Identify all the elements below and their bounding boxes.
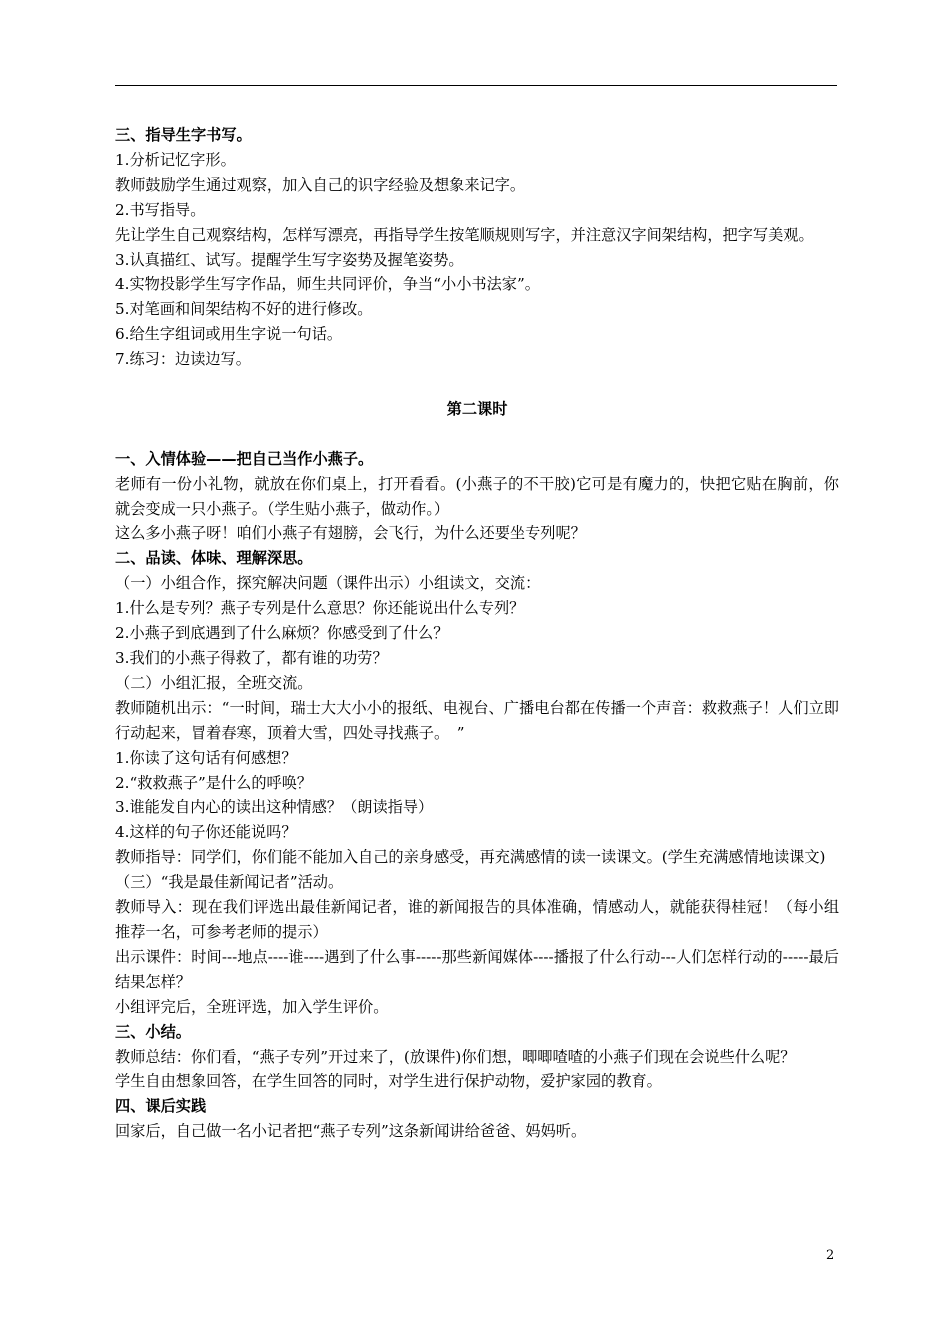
section-heading: 三、指导生字书写。	[115, 126, 252, 144]
paragraph-line: 老师有一份小礼物，就放在你们桌上，打开看看。(小燕子的不干胶)它可是有魔力的，快把它贴在胸前，你就会变成一只小燕子。（学生贴小燕子，做动作。）	[115, 474, 839, 518]
paragraph-line: 1.什么是专列？燕子专列是什么意思？你还能说出什么专列？	[115, 599, 525, 618]
section-heading: 二、品读、体味、理解深思。	[115, 549, 313, 568]
paragraph-line: 7.练习：边读边写。	[115, 350, 251, 369]
paragraph-line: 2.书写指导。	[115, 200, 206, 219]
paragraph-line: 回家后，自己做一名小记者把“燕子专列”这条新闻讲给爸爸、妈妈听。	[115, 1122, 587, 1141]
blank-line	[115, 422, 839, 447]
paragraph-line: （三）“我是最佳新闻记者”活动。	[115, 873, 344, 892]
paragraph-line: 先让学生自己观察结构，怎样写漂亮，再指导学生按笔顺规则写字，并注意汉字间架结构，把字写美观。	[115, 225, 814, 244]
paragraph-line: 6.给生字组词或用生字说一句话。	[115, 325, 343, 344]
paragraph-line: 2.小燕子到底遇到了什么麻烦？你感受到了什么？	[115, 624, 449, 643]
section-heading: 一、入情体验——把自己当作小燕子。	[115, 449, 374, 468]
paragraph-line: 1.你读了这句话有何感想？	[115, 748, 297, 767]
paragraph-line: 教师总结：你们看，“燕子专列”开过来了，(放课件)你们想，唧唧喳喳的小燕子们现在会说些什么呢？	[115, 1047, 796, 1066]
paragraph-line: 2.“救救燕子”是什么的呼唤？	[115, 773, 313, 792]
paragraph-line: 出示课件：时间---地点----谁----遇到了什么事-----那些新闻媒体----播报了什么行动---人们怎样行动的-----最后结果怎样？	[115, 947, 839, 991]
paragraph-line: （二）小组汇报，全班交流。	[115, 673, 313, 692]
paragraph-line: 学生自由想象回答，在学生回答的同时，对学生进行保护动物，爱护家园的教育。	[115, 1072, 662, 1091]
blank-line	[115, 372, 839, 397]
paragraph-line: 4.实物投影学生写字作品，师生共同评价，争当“小小书法家”。	[115, 275, 540, 294]
paragraph-line: 3.我们的小燕子得救了，都有谁的功劳？	[115, 649, 388, 667]
page-number: 2	[826, 1248, 835, 1263]
document-body	[115, 123, 839, 1144]
paragraph-line: 4.这样的句子你还能说吗？	[115, 823, 297, 842]
paragraph-line: （一）小组合作，探究解决问题（课件出示）小组读文，交流：	[115, 574, 541, 593]
paragraph-line: 小组评完后，全班评选，加入学生评价。	[115, 997, 389, 1016]
paragraph-line: 1.分析记忆字形。	[115, 150, 236, 169]
section-heading: 四、课后实践	[115, 1097, 207, 1116]
paragraph-line: 教师随机出示：“一时间，瑞士大大小小的报纸、电视台、广播电台都在传播一个声音：救救燕子！人们立即行动起来，冒着春寒，顶着大雪，四处寻找燕子。 ”	[115, 698, 839, 742]
paragraph-line: 教师鼓励学生通过观察，加入自己的识字经验及想象来记字。	[115, 175, 526, 194]
lesson-title: 第二课时	[446, 399, 508, 418]
header-rule	[115, 85, 837, 86]
paragraph-line: 这么多小燕子呀！咱们小燕子有翅膀，会飞行，为什么还要坐专列呢？	[115, 524, 586, 543]
paragraph-line: 教师指导：同学们，你们能不能加入自己的亲身感受，再充满感情的读一读课文。(学生充满感情地读课文)	[115, 848, 826, 867]
paragraph-line: 5.对笔画和间架结构不好的进行修改。	[115, 300, 373, 319]
paragraph-line: 3.谁能发自内心的读出这种情感？（朗读指导）	[115, 798, 434, 817]
paragraph-line: 教师导入：现在我们评选出最佳新闻记者，谁的新闻报告的具体准确，情感动人，就能获得桂冠！（每小组推荐一名，可参考老师的提示）	[115, 898, 839, 941]
section-heading: 三、小结。	[115, 1022, 191, 1041]
paragraph-line: 3.认真描红、试写。提醒学生写字姿势及握笔姿势。	[115, 250, 464, 269]
